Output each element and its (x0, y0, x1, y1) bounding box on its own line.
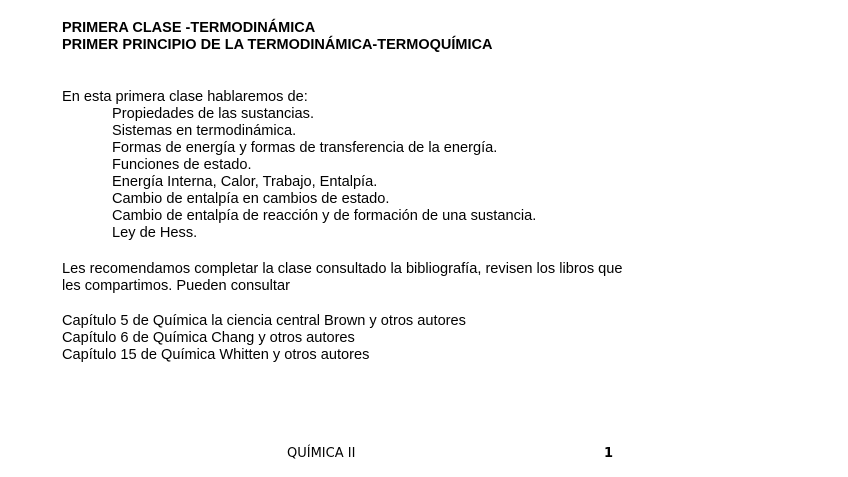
topic-item: Cambio de entalpía de reacción y de formación de una sustancia. (112, 208, 537, 224)
topic-item: Propiedades de las sustancias. (112, 106, 315, 122)
chapter-reference: Capítulo 6 de Química Chang y otros autores (62, 330, 355, 346)
topic-item: Formas de energía y formas de transferencia de la energía. (112, 140, 498, 156)
topic-item: Sistemas en termodinámica. (112, 123, 297, 139)
chapter-reference: Capítulo 5 de Química la ciencia central Brown y otros autores (62, 313, 466, 329)
footer-page-number: 1 (604, 446, 614, 461)
topic-item: Cambio de entalpía en cambios de estado. (112, 191, 390, 207)
footer-course-name: QUÍMICA II (287, 446, 356, 461)
topic-list (112, 106, 536, 242)
page-title: PRIMERA CLASE -TERMODINÁMICA (62, 20, 316, 36)
recommendation-text: Les recomendamos completar la clase consultado la bibliografía, revisen los libros que (62, 261, 623, 277)
chapter-reference: Capítulo 15 de Química Whitten y otros autores (62, 347, 370, 363)
topic-item: Funciones de estado. (112, 157, 252, 173)
intro-text: En esta primera clase hablaremos de: (62, 89, 308, 105)
recommendation-text-continued: les compartimos. Pueden consultar (62, 278, 290, 294)
page-subtitle: PRIMER PRINCIPIO DE LA TERMODINÁMICA-TERMOQUÍMICA (62, 37, 493, 53)
topic-item: Energía Interna, Calor, Trabajo, Entalpía. (112, 174, 378, 190)
topic-item: Ley de Hess. (112, 225, 198, 241)
